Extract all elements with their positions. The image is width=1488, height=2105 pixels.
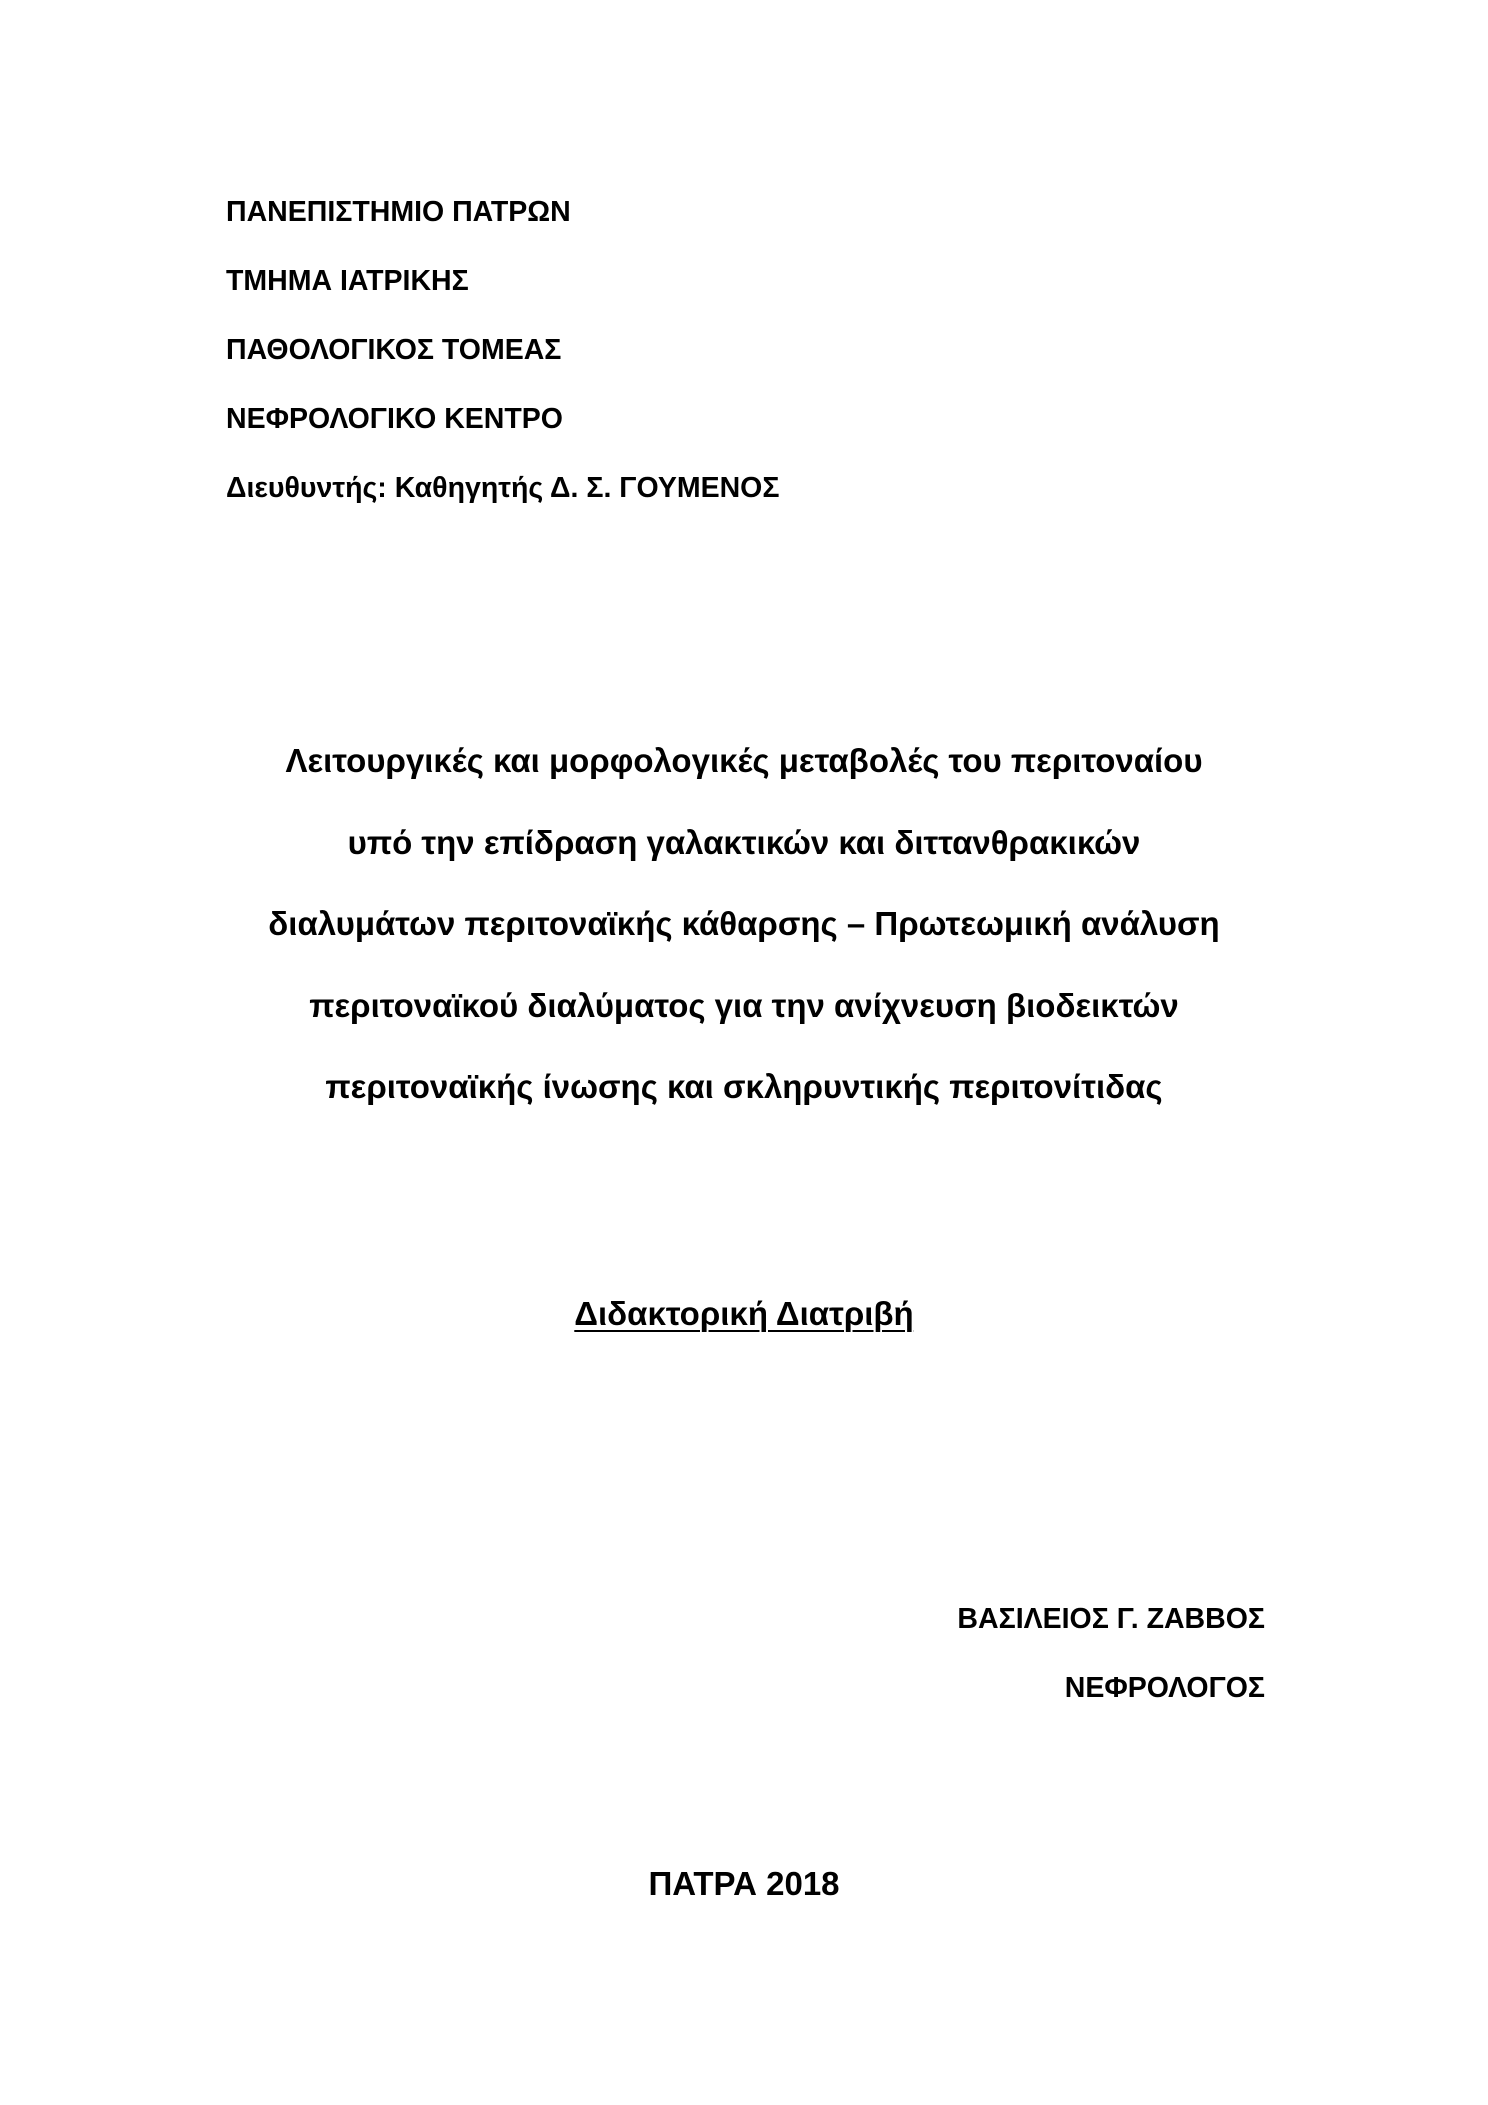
author-block bbox=[957, 1585, 1265, 1723]
author-name: ΒΑΣΙΛΕΙΟΣ Γ. ΖΑΒΒΟΣ bbox=[957, 1603, 1265, 1635]
document-type bbox=[0, 1290, 1488, 1338]
thesis-title-line: διαλυμάτων περιτοναϊκής κάθαρσης – Πρωτεωμική ανάλυση bbox=[268, 905, 1220, 942]
sector-name: ΠΑΘΟΛΟΓΙΚΟΣ ΤΟΜΕΑΣ bbox=[226, 334, 562, 366]
center-name: ΝΕΦΡΟΛΟΓΙΚΟ ΚΕΝΤΡΟ bbox=[226, 403, 563, 435]
thesis-title-line: υπό την επίδραση γαλακτικών και διττανθρακικών bbox=[347, 823, 1141, 861]
thesis-title-line: Λειτουργικές και μορφολογικές μεταβολές του περιτοναίου bbox=[285, 742, 1203, 779]
thesis-title-line: περιτοναϊκού διαλύματος για την ανίχνευση βιοδεικτών bbox=[309, 986, 1179, 1024]
university-name: ΠΑΝΕΠΙΣΤΗΜΙΟ ΠΑΤΡΩΝ bbox=[226, 196, 571, 228]
director-line: Διευθυντής: Καθηγητής Δ. Σ. ΓΟΥΜΕΝΟΣ bbox=[226, 472, 780, 504]
author-profession: ΝΕΦΡΟΛΟΓΟΣ bbox=[1064, 1672, 1265, 1704]
thesis-title-line: περιτοναϊκής ίνωσης και σκληρυντικής περιτονίτιδας bbox=[325, 1068, 1163, 1105]
department-name: ΤΜΗΜΑ ΙΑΤΡΙΚΗΣ bbox=[226, 265, 469, 297]
thesis-title bbox=[0, 720, 1488, 1128]
place-year: ΠΑΤΡΑ 2018 bbox=[648, 1865, 840, 1902]
institution-header bbox=[226, 178, 779, 523]
document-type-label: Διδακτορική Διατριβή bbox=[574, 1295, 914, 1332]
